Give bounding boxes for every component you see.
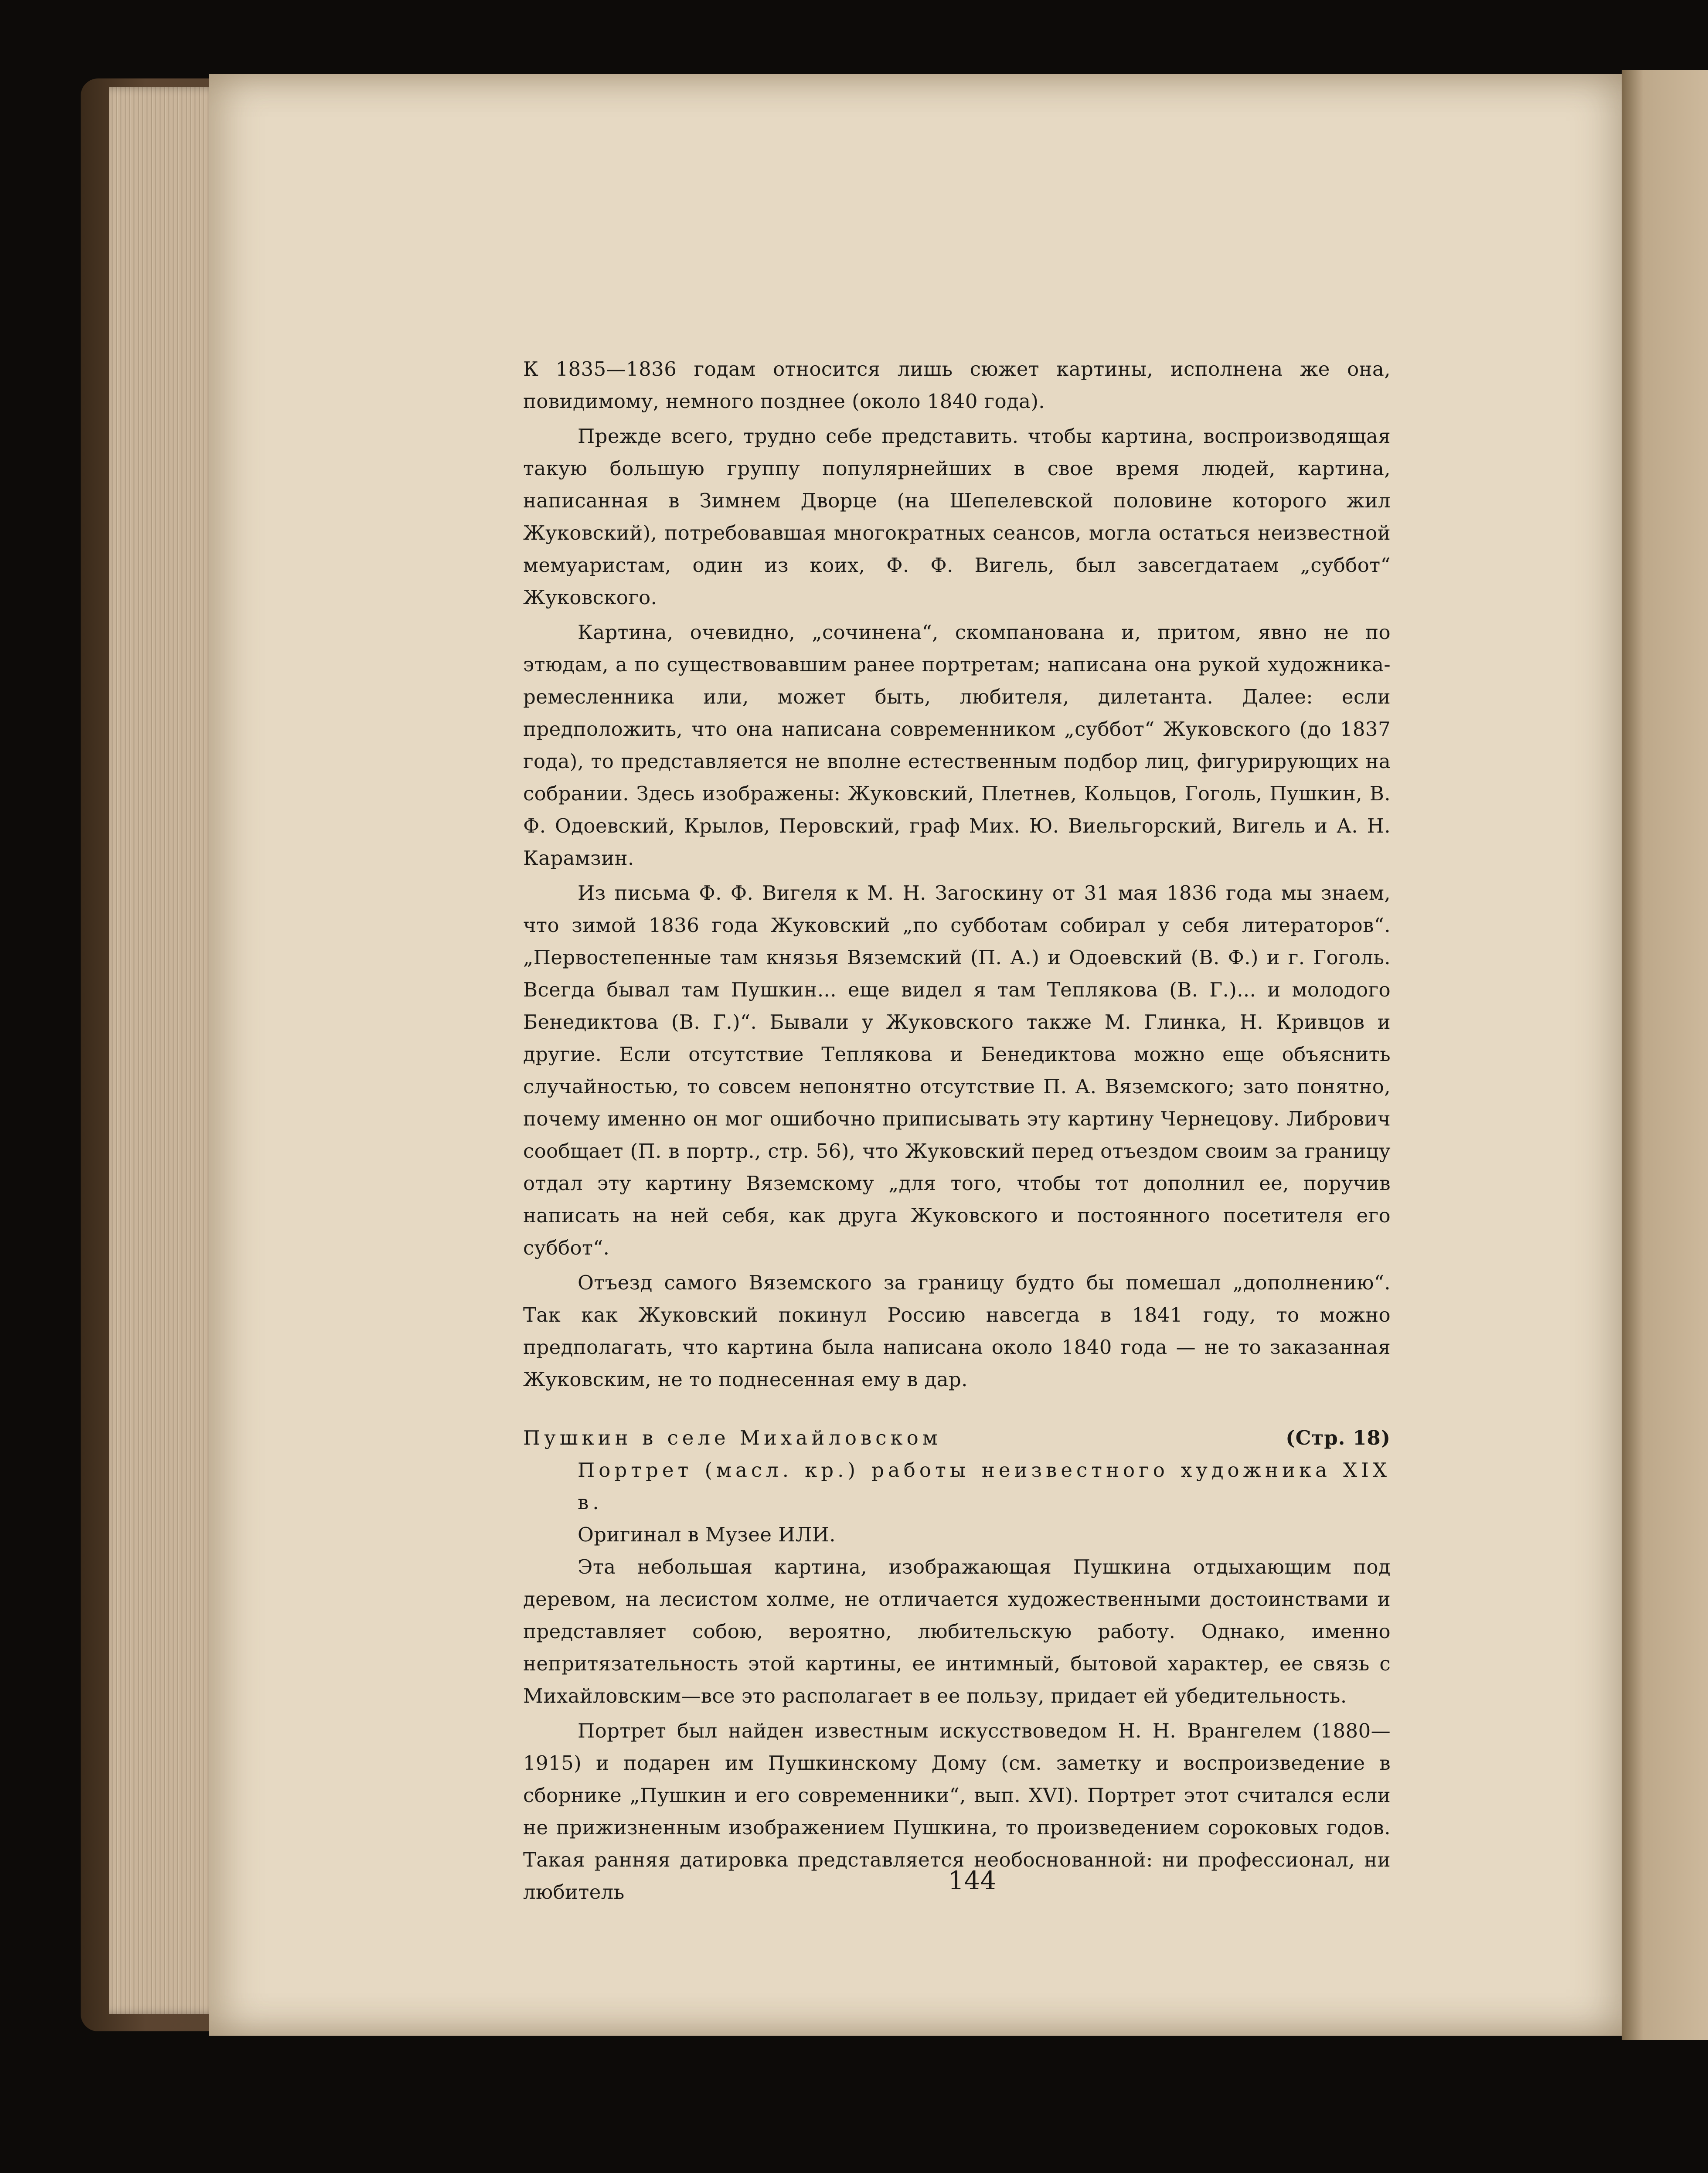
paragraph: Картина, очевидно, „сочинена“, скомпанована и, притом, явно не по этюдам, а по существовавшим ранее портретам; написана она рукой художника-ремесленника или, может быть, любителя, дилетанта. Далее: если предположить, что она написана современником „суббот“ Жуковского (до 1837 года), то представляется не вполне естественным подбор лиц, фигурирующих на собрании. Здесь изображены: Жуковский, Плетнев, Кольцов, Гоголь, Пушкин, В. Ф. Одоевский, Крылов, Перовский, граф Мих. Ю. Виельгорский, Вигель и А. Н. Карамзин. [523, 621, 1391, 870]
paragraph: Прежде всего, трудно себе представить. чтобы картина, воспроизводящая такую большую группу популярнейших в свое время людей, картина, написанная в Зимнем Дворце (на Шепелевской половине которого жил Жуковский), потребовавшая многократных сеансов, могла остаться неизвестной мемуаристам, один из коих, Ф. Ф. Вигель, был завсегдатаем „суббот“ Жуковского. [523, 425, 1391, 609]
page-text [523, 353, 1391, 1908]
paragraph: К 1835—1836 годам относится лишь сюжет картины, исполнена же она, повидимому, немного позднее (около 1840 года). [523, 357, 1391, 413]
page-number: 144 [948, 1866, 997, 1895]
section-title: Пушкин в селе Михайловском [523, 1426, 942, 1449]
original-location: Оригинал в Музее ИЛИ. [578, 1523, 836, 1546]
paragraph: Портрет был найден известным искусствоведом Н. Н. Врангелем (1880—1915) и подарен им Пушкинскому Дому (см. заметку и воспроизведение в сборнике „Пушкин и его современники“, вып. XVI). Портрет этот считался если не прижизненным изображением Пушкина, то произведением сороковых годов. Такая ранняя датировка представляется необоснованной: ни профессионал, ни любитель [523, 1719, 1391, 1904]
section-heading [523, 1422, 1391, 1454]
paragraph: Отъезд самого Вяземского за границу будто бы помешал „дополнению“. Так как Жуковский покинул Россию навсегда в 1841 году, то можно предполагать, что картина была написана около 1840 года — не то заказанная Жуковским, не то поднесенная ему в дар. [523, 1271, 1391, 1391]
section-subtitle: Портрет (масл. кр.) работы неизвестного художника XIX в. [578, 1459, 1391, 1514]
facing-page-edge [1622, 70, 1708, 2040]
page-reference: (Стр. 18) [1286, 1426, 1391, 1449]
paragraph: Эта небольшая картина, изображающая Пушкина отдыхающим под деревом, на лесистом холме, не отличается художественными достоинствами и представляет собою, вероятно, любительскую работу. Однако, именно непритязательность этой картины, ее интимный, бытовой характер, ее связь с Михайловским—все это располагает в ее пользу, придает ей убедительность. [523, 1555, 1391, 1707]
paragraph: Из письма Ф. Ф. Вигеля к М. Н. Загоскину от 31 мая 1836 года мы знаем, что зимой 1836 года Жуковский „по субботам собирал у себя литераторов“. „Первостепенные там князья Вяземский (П. А.) и Одоевский (В. Ф.) и г. Гоголь. Всегда бывал там Пушкин... еще видел я там Теплякова (В. Г.)... и молодого Бенедиктова (В. Г.)“. Бывали у Жуковского также М. Глинка, Н. Кривцов и другие. Если отсутствие Теплякова и Бенедиктова можно еще объяснить случайностью, то совсем непонятно отсутствие П. А. Вяземского; зато понятно, почему именно он мог ошибочно приписывать эту картину Чернецову. Либрович сообщает (П. в портр., стр. 56), что Жуковский перед отъездом своим за границу отдал эту картину Вяземскому „для того, чтобы тот дополнил ее, поручив написать на ней себя, как друга Жуковского и постоянного посетителя его суббот“. [523, 881, 1391, 1259]
